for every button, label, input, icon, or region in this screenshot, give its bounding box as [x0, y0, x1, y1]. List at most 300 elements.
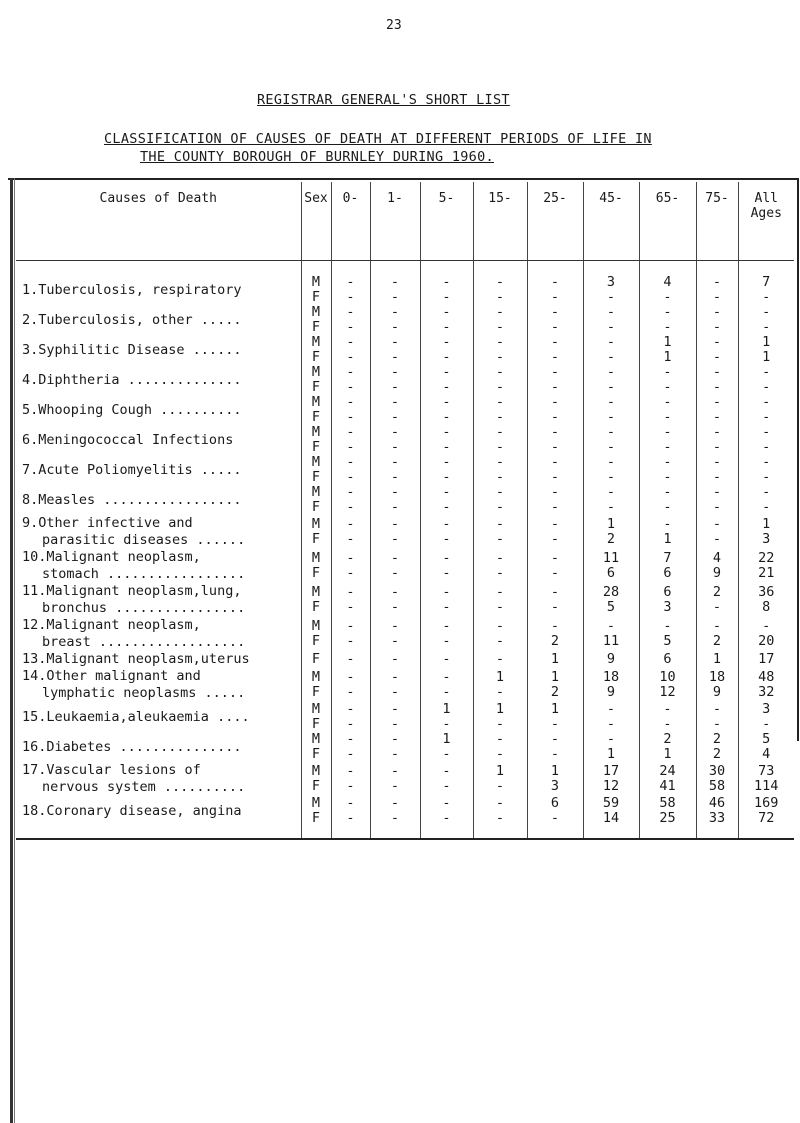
count-cell-age-1	[370, 455, 420, 485]
count-value: 48	[758, 669, 775, 685]
count-cell-age-75	[696, 796, 738, 839]
count-value: -	[762, 364, 771, 380]
count-value: -	[663, 484, 672, 500]
cause-label: 10.Malignant neoplasm,	[22, 549, 201, 565]
count-value: 1	[712, 651, 722, 667]
cause-cell	[16, 485, 301, 515]
count-cell-age-45	[583, 617, 639, 651]
count-value: -	[442, 746, 451, 762]
count-value: -	[495, 810, 505, 826]
count-cell-age-25	[527, 335, 583, 365]
count-cell-age-65	[639, 702, 696, 732]
count-value: -	[442, 499, 451, 515]
count-cell-age-45	[583, 425, 639, 455]
count-value: 2	[712, 584, 722, 600]
count-value: -	[712, 499, 722, 515]
count-value: -	[346, 651, 355, 667]
count-value: 1	[762, 334, 771, 350]
cause-cell	[16, 732, 301, 762]
causes-of-death-table	[16, 182, 794, 840]
cause-label-continued: nervous system ..........	[42, 779, 246, 795]
count-value: -	[442, 394, 451, 410]
count-value: -	[346, 731, 355, 747]
count-value: 10	[659, 669, 676, 685]
document-subtitle-line2: THE COUNTY BOROUGH OF BURNLEY DURING 1960.	[140, 149, 494, 165]
count-value: -	[606, 334, 616, 350]
cause-label: 15.Leukaemia,aleukaemia ....	[22, 708, 250, 725]
count-cell-age-65	[639, 762, 696, 796]
cause-label: 8.Measles .................	[22, 491, 242, 508]
count-value: -	[495, 409, 505, 425]
count-value: -	[346, 439, 355, 455]
count-value: -	[442, 289, 451, 305]
col-header-age-45: 45-	[583, 182, 639, 261]
count-cell-age-5	[420, 335, 473, 365]
count-value: -	[390, 795, 400, 811]
count-cell-age-65	[639, 617, 696, 651]
cause-label: 4.Diphtheria ..............	[22, 371, 242, 388]
table-row	[16, 796, 794, 839]
count-value: -	[390, 684, 400, 700]
count-value: 59	[602, 795, 620, 811]
count-value: 1	[495, 763, 505, 779]
count-value: -	[390, 716, 400, 732]
count-value: -	[495, 364, 505, 380]
count-value: -	[495, 439, 505, 455]
count-value: -	[550, 304, 560, 320]
count-value: -	[550, 746, 560, 762]
count-value: -	[390, 349, 400, 365]
count-cell-age-5	[420, 455, 473, 485]
sex-value: M	[311, 274, 321, 290]
count-value: -	[712, 618, 722, 634]
table-row	[16, 668, 794, 702]
count-value: 1	[495, 701, 505, 717]
count-value: -	[762, 304, 771, 320]
count-value: -	[663, 454, 672, 470]
count-value: -	[550, 550, 560, 566]
count-value: 7	[762, 274, 771, 290]
count-cell-age-15	[473, 732, 527, 762]
sex-cell	[301, 395, 331, 425]
count-value: -	[346, 349, 355, 365]
count-cell-age-45	[583, 485, 639, 515]
count-value: -	[346, 274, 355, 290]
count-cell-age-5	[420, 583, 473, 617]
sex-value: M	[311, 701, 321, 717]
count-value: -	[762, 469, 771, 485]
count-value: -	[712, 516, 722, 532]
count-value: -	[390, 516, 400, 532]
count-value: -	[550, 599, 560, 615]
cause-label: 16.Diabetes ...............	[22, 738, 242, 755]
count-value: -	[606, 454, 616, 470]
count-value: 4	[663, 274, 672, 290]
count-cell-age-5	[420, 651, 473, 668]
count-value: -	[346, 484, 355, 500]
count-value: -	[346, 701, 355, 717]
count-value: 33	[708, 810, 726, 826]
count-value: 46	[708, 795, 726, 811]
count-value: -	[390, 409, 400, 425]
count-cell-age-1	[370, 796, 420, 839]
count-cell-age-75	[696, 617, 738, 651]
count-cell-age-1	[370, 395, 420, 425]
count-value: -	[712, 409, 722, 425]
page-number: 23	[386, 18, 402, 33]
count-cell-age-65	[639, 261, 696, 306]
count-cell-age-1	[370, 583, 420, 617]
count-value: 5	[663, 633, 672, 649]
count-value: 36	[758, 584, 775, 600]
count-value: -	[762, 484, 771, 500]
count-value: -	[346, 469, 355, 485]
count-cell-age-25	[527, 395, 583, 425]
count-cell-age-1	[370, 732, 420, 762]
count-value: -	[762, 424, 771, 440]
cause-cell	[16, 583, 301, 617]
count-value: 1	[663, 349, 672, 365]
cause-label: 14.Other malignant and	[22, 668, 201, 684]
count-value: 9	[606, 651, 616, 667]
count-value: -	[606, 618, 616, 634]
cause-cell	[16, 515, 301, 549]
count-value: -	[390, 584, 400, 600]
count-cell-age-45	[583, 702, 639, 732]
sex-value: M	[311, 516, 321, 532]
count-value: -	[390, 439, 400, 455]
count-value: -	[442, 319, 451, 335]
count-value: -	[346, 394, 355, 410]
count-cell-age-25	[527, 651, 583, 668]
sex-value: F	[311, 469, 321, 485]
sex-value: M	[311, 424, 321, 440]
count-value: -	[346, 289, 355, 305]
count-value: -	[606, 409, 616, 425]
count-value: -	[495, 778, 505, 794]
count-cell-age-5	[420, 796, 473, 839]
count-value: 21	[758, 565, 775, 581]
count-value: -	[442, 304, 451, 320]
count-value: -	[495, 731, 505, 747]
count-value: -	[663, 379, 672, 395]
count-value: -	[712, 274, 722, 290]
count-cell-age-15	[473, 549, 527, 583]
count-cell-age-15	[473, 261, 527, 306]
count-cell-age-0	[331, 668, 370, 702]
count-value: 24	[659, 763, 676, 779]
count-value: -	[346, 795, 355, 811]
count-value: -	[663, 409, 672, 425]
count-cell-age-1	[370, 762, 420, 796]
count-value: 2	[712, 633, 722, 649]
count-value: -	[712, 364, 722, 380]
count-value: -	[550, 289, 560, 305]
count-value: -	[663, 319, 672, 335]
sex-cell	[301, 549, 331, 583]
count-value: -	[550, 531, 560, 547]
count-cell-age-0	[331, 702, 370, 732]
count-value: -	[606, 319, 616, 335]
sex-value: F	[311, 289, 321, 305]
count-value: -	[663, 364, 672, 380]
count-value: -	[762, 379, 771, 395]
count-value: -	[550, 731, 560, 747]
count-value: -	[346, 684, 355, 700]
count-cell-age-0	[331, 395, 370, 425]
count-value: 6	[550, 795, 560, 811]
count-value: -	[442, 454, 451, 470]
count-cell-age-45	[583, 549, 639, 583]
count-cell-age-all	[738, 395, 794, 425]
count-value: -	[346, 716, 355, 732]
count-value: -	[550, 274, 560, 290]
count-value: -	[550, 349, 560, 365]
count-value: -	[346, 746, 355, 762]
count-value: -	[550, 516, 560, 532]
count-cell-age-5	[420, 515, 473, 549]
count-cell-age-all	[738, 583, 794, 617]
count-cell-age-1	[370, 335, 420, 365]
count-cell-age-5	[420, 261, 473, 306]
count-cell-age-75	[696, 702, 738, 732]
sex-cell	[301, 702, 331, 732]
count-value: 2	[606, 531, 616, 547]
sex-value: F	[311, 810, 321, 826]
count-value: -	[390, 651, 400, 667]
count-value: 17	[758, 651, 775, 667]
sex-value: M	[311, 731, 321, 747]
count-cell-age-all	[738, 305, 794, 335]
count-cell-age-65	[639, 455, 696, 485]
count-cell-age-5	[420, 485, 473, 515]
count-value: -	[495, 618, 505, 634]
cause-label-continued: lymphatic neoplasms .....	[42, 685, 246, 701]
table-row	[16, 732, 794, 762]
count-cell-age-0	[331, 651, 370, 668]
count-value: -	[495, 424, 505, 440]
count-value: -	[390, 550, 400, 566]
count-value: -	[762, 439, 771, 455]
count-cell-age-all	[738, 515, 794, 549]
count-cell-age-65	[639, 485, 696, 515]
count-cell-age-0	[331, 335, 370, 365]
margin-line	[10, 178, 13, 1123]
count-value: -	[390, 289, 400, 305]
count-value: -	[712, 289, 722, 305]
count-value: -	[712, 454, 722, 470]
count-value: -	[495, 289, 505, 305]
count-value: -	[442, 716, 451, 732]
count-cell-age-1	[370, 702, 420, 732]
count-cell-age-all	[738, 335, 794, 365]
count-cell-age-45	[583, 455, 639, 485]
count-value: -	[346, 618, 355, 634]
count-cell-age-65	[639, 583, 696, 617]
count-cell-age-75	[696, 365, 738, 395]
count-cell-age-75	[696, 335, 738, 365]
count-cell-age-75	[696, 305, 738, 335]
count-value: -	[495, 716, 505, 732]
count-value: -	[390, 669, 400, 685]
count-cell-age-75	[696, 583, 738, 617]
sex-value: M	[311, 618, 321, 634]
sex-value: M	[311, 484, 321, 500]
count-cell-age-25	[527, 762, 583, 796]
count-value: -	[390, 274, 400, 290]
count-value: -	[606, 731, 616, 747]
count-cell-age-all	[738, 455, 794, 485]
table-row	[16, 762, 794, 796]
count-cell-age-15	[473, 668, 527, 702]
sex-value: M	[311, 550, 321, 566]
sex-cell	[301, 515, 331, 549]
sex-value: M	[311, 364, 321, 380]
count-cell-age-45	[583, 515, 639, 549]
count-value: 22	[758, 550, 775, 566]
cause-cell	[16, 668, 301, 702]
count-cell-age-75	[696, 549, 738, 583]
count-cell-age-all	[738, 261, 794, 306]
count-value: 9	[712, 684, 722, 700]
count-value: -	[495, 795, 505, 811]
count-cell-age-75	[696, 515, 738, 549]
count-value: -	[712, 716, 722, 732]
count-value: -	[390, 565, 400, 581]
count-cell-age-1	[370, 651, 420, 668]
sex-value: F	[311, 778, 321, 794]
count-cell-age-1	[370, 485, 420, 515]
sex-cell	[301, 583, 331, 617]
count-value: -	[606, 716, 616, 732]
count-cell-age-65	[639, 732, 696, 762]
count-value: -	[390, 633, 400, 649]
count-value: 1	[550, 669, 560, 685]
count-value: -	[495, 454, 505, 470]
document-title: REGISTRAR GENERAL'S SHORT LIST	[257, 92, 510, 108]
count-cell-age-1	[370, 425, 420, 455]
count-value: -	[712, 484, 722, 500]
cause-label-continued: parasitic diseases ......	[42, 532, 246, 548]
count-value: 114	[754, 778, 779, 794]
count-value: 9	[712, 565, 722, 581]
count-value: -	[346, 810, 355, 826]
count-value: 17	[602, 763, 620, 779]
count-cell-age-25	[527, 305, 583, 335]
count-cell-age-15	[473, 651, 527, 668]
count-value: -	[442, 469, 451, 485]
count-value: -	[712, 599, 722, 615]
sex-cell	[301, 668, 331, 702]
count-value: -	[346, 379, 355, 395]
col-header-age-25: 25-	[527, 182, 583, 261]
count-value: -	[495, 531, 505, 547]
count-cell-age-all	[738, 425, 794, 455]
col-header-age-1: 1-	[370, 182, 420, 261]
col-header-causes: Causes of Death	[16, 182, 301, 261]
count-value: -	[712, 424, 722, 440]
count-value: -	[663, 469, 672, 485]
count-value: 3	[762, 531, 771, 547]
count-value: 2	[712, 731, 722, 747]
count-value: -	[346, 454, 355, 470]
count-value: -	[390, 334, 400, 350]
count-value: -	[390, 531, 400, 547]
count-value: 6	[606, 565, 616, 581]
count-cell-age-45	[583, 796, 639, 839]
count-value: -	[346, 516, 355, 532]
count-cell-age-45	[583, 668, 639, 702]
count-value: -	[390, 810, 400, 826]
count-value: -	[606, 701, 616, 717]
count-cell-age-all	[738, 651, 794, 668]
sex-cell	[301, 617, 331, 651]
count-value: -	[346, 599, 355, 615]
header-row	[16, 182, 794, 261]
count-value: -	[346, 633, 355, 649]
count-value: -	[495, 633, 505, 649]
count-value: -	[346, 565, 355, 581]
table-row	[16, 617, 794, 651]
count-value: -	[495, 484, 505, 500]
count-value: 4	[712, 550, 722, 566]
count-value: 1	[550, 651, 560, 667]
count-value: -	[390, 469, 400, 485]
cause-label: 18.Coronary disease, angina	[22, 802, 242, 819]
sex-value: F	[311, 439, 321, 455]
count-cell-age-0	[331, 305, 370, 335]
count-value: -	[663, 304, 672, 320]
sex-value: F	[311, 746, 321, 762]
count-value: 2	[712, 746, 722, 762]
sex-cell	[301, 455, 331, 485]
count-value: -	[606, 439, 616, 455]
count-cell-age-5	[420, 762, 473, 796]
count-cell-age-1	[370, 305, 420, 335]
count-cell-age-65	[639, 515, 696, 549]
count-cell-age-45	[583, 732, 639, 762]
sex-value: F	[311, 716, 321, 732]
count-value: 1	[550, 701, 560, 717]
sex-value: M	[311, 669, 321, 685]
sex-cell	[301, 796, 331, 839]
count-value: -	[550, 424, 560, 440]
count-cell-age-15	[473, 762, 527, 796]
sex-cell	[301, 762, 331, 796]
count-value: -	[390, 746, 400, 762]
sex-value: F	[311, 684, 321, 700]
count-cell-age-45	[583, 651, 639, 668]
count-value: -	[495, 469, 505, 485]
count-value: -	[606, 484, 616, 500]
sex-value: F	[311, 531, 321, 547]
col-header-age-75: 75-	[696, 182, 738, 261]
count-value: -	[495, 516, 505, 532]
count-value: 11	[602, 550, 620, 566]
count-cell-age-15	[473, 425, 527, 455]
sex-value: F	[311, 599, 321, 615]
count-value: -	[762, 499, 771, 515]
col-header-sex: Sex	[301, 182, 331, 261]
count-value: -	[495, 349, 505, 365]
count-cell-age-15	[473, 455, 527, 485]
count-value: 1	[663, 531, 672, 547]
count-cell-age-75	[696, 261, 738, 306]
count-cell-age-1	[370, 668, 420, 702]
sex-value: M	[311, 394, 321, 410]
count-value: -	[712, 701, 722, 717]
sex-value: F	[311, 499, 321, 515]
